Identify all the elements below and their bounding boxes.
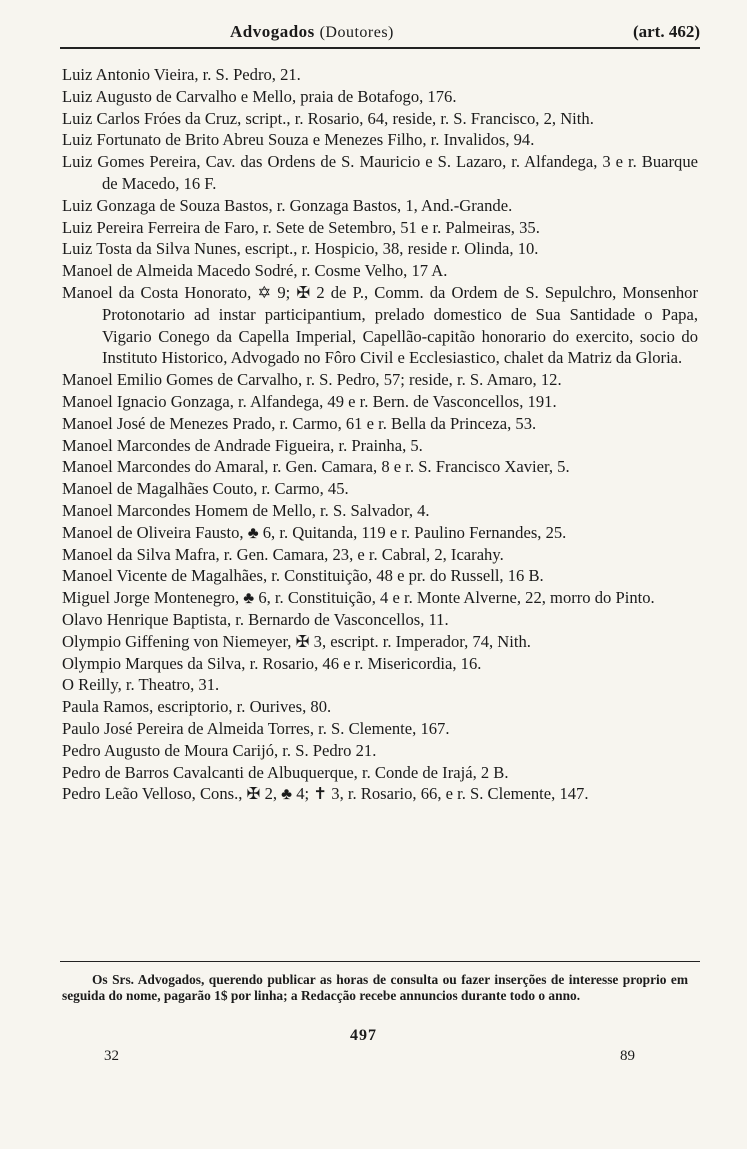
directory-entry: Luiz Tosta da Silva Nunes, escript., r. Hospicio, 38, reside r. Olinda, 10.	[62, 239, 539, 259]
directory-entry: Luiz Carlos Fróes da Cruz, script., r. Rosario, 64, reside, r. S. Francisco, 2, Nith.	[62, 108, 594, 128]
section-subtitle: (Doutores)	[319, 24, 394, 41]
header-divider	[60, 47, 700, 49]
directory-entry: Manoel Emilio Gomes de Carvalho, r. S. Pedro, 57; reside, r. S. Amaro, 12.	[62, 370, 562, 390]
running-header	[60, 18, 700, 44]
section-title-text: Advogados	[230, 22, 315, 41]
directory-entry: Pedro Leão Velloso, Cons., ✠ 2, ♣ 4; ✝ 3, r. Rosario, 66, e r. S. Clemente, 147.	[62, 784, 589, 804]
directory-entry: Manoel de Almeida Macedo Sodré, r. Cosme Velho, 17 A.	[62, 261, 448, 281]
directory-entry: Manoel da Costa Honorato, ✡ 9; ✠ 2 de P., Comm. da Ordem de S. Sepulchro, Monsenhor Protonotario ad instar participantium, prelado domestico de Sua Santidade o Papa, Vigario Conego da Capella Imperial, Capellão-capitão honorario do exercito, socio do Instituto Historico, Advogado no Fôro Civil e Ecclesiastico, chalet da Matriz da Gloria.	[62, 282, 698, 368]
directory-entry: Paula Ramos, escriptorio, r. Ourives, 80.	[62, 697, 332, 717]
directory-entry: Manoel Marcondes do Amaral, r. Gen. Camara, 8 e r. S. Francisco Xavier, 5.	[62, 457, 570, 477]
directory-entry: Luiz Augusto de Carvalho e Mello, praia de Botafogo, 176.	[62, 86, 457, 106]
directory-entry: Manoel de Oliveira Fausto, ♣ 6, r. Quitanda, 119 e r. Paulino Fernandes, 25.	[62, 522, 567, 542]
directory-entry: Manoel da Silva Mafra, r. Gen. Camara, 23, e r. Cabral, 2, Icarahy.	[62, 544, 504, 564]
directory-entry: Manoel Marcondes Homem de Mello, r. S. Salvador, 4.	[62, 500, 430, 520]
directory-entry: Olympio Marques da Silva, r. Rosario, 46 e r. Misericordia, 16.	[62, 653, 482, 673]
directory-entry: Manoel Ignacio Gonzaga, r. Alfandega, 49 e r. Bern. de Vasconcellos, 191.	[62, 391, 557, 411]
directory-entry: Pedro de Barros Cavalcanti de Albuquerque, r. Conde de Irajá, 2 B.	[62, 762, 509, 782]
section-title	[230, 22, 394, 42]
directory-entry: Olympio Giffening von Niemeyer, ✠ 3, escript. r. Imperador, 74, Nith.	[62, 631, 531, 651]
directory-entry: Miguel Jorge Montenegro, ♣ 6, r. Constituição, 4 e r. Monte Alverne, 22, morro do Pinto.	[62, 588, 655, 608]
directory-entry: Luiz Antonio Vieira, r. S. Pedro, 21.	[62, 65, 301, 84]
directory-entry: Manoel de Magalhães Couto, r. Carmo, 45.	[62, 479, 349, 499]
footnote-divider	[60, 961, 700, 962]
directory-entry: Manoel Vicente de Magalhães, r. Constituição, 48 e pr. do Russell, 16 B.	[62, 566, 544, 586]
directory-entry: Olavo Henrique Baptista, r. Bernardo de Vasconcellos, 11.	[62, 609, 449, 629]
directory-entry: Luiz Fortunato de Brito Abreu Souza e Menezes Filho, r. Invalidos, 94.	[62, 130, 535, 150]
page-number: 497	[350, 1027, 377, 1044]
printer-signature-left: 32	[104, 1048, 119, 1064]
directory-entry: Luiz Gomes Pereira, Cav. das Ordens de S. Mauricio e S. Lazaro, r. Alfandega, 3 e r. Buarque de Macedo, 16 F.	[62, 152, 698, 193]
directory-entry: Luiz Gonzaga de Souza Bastos, r. Gonzaga Bastos, 1, And.-Grande.	[62, 195, 513, 215]
directory-entry: Paulo José Pereira de Almeida Torres, r. S. Clemente, 167.	[62, 718, 450, 738]
directory-entry: Manoel Marcondes de Andrade Figueira, r. Prainha, 5.	[62, 435, 423, 455]
article-reference: (art. 462)	[632, 22, 700, 41]
directory-entry: Luiz Pereira Ferreira de Faro, r. Sete de Setembro, 51 e r. Palmeiras, 35.	[62, 217, 540, 237]
directory-entry: Manoel José de Menezes Prado, r. Carmo, 61 e r. Bella da Princeza, 53.	[62, 413, 537, 433]
advertising-notice: Os Srs. Advogados, querendo publicar as horas de consulta ou fazer inserções de interesse proprio em seguida do nome, pagarão 1$ por linha; a Redacção recebe annuncios durante todo o anno.	[62, 972, 688, 1004]
directory-entry: Pedro Augusto de Moura Carijó, r. S. Pedro 21.	[62, 740, 377, 760]
directory-list	[62, 64, 698, 805]
directory-entry: O Reilly, r. Theatro, 31.	[62, 675, 220, 695]
printer-signature-right: 89	[620, 1048, 635, 1064]
